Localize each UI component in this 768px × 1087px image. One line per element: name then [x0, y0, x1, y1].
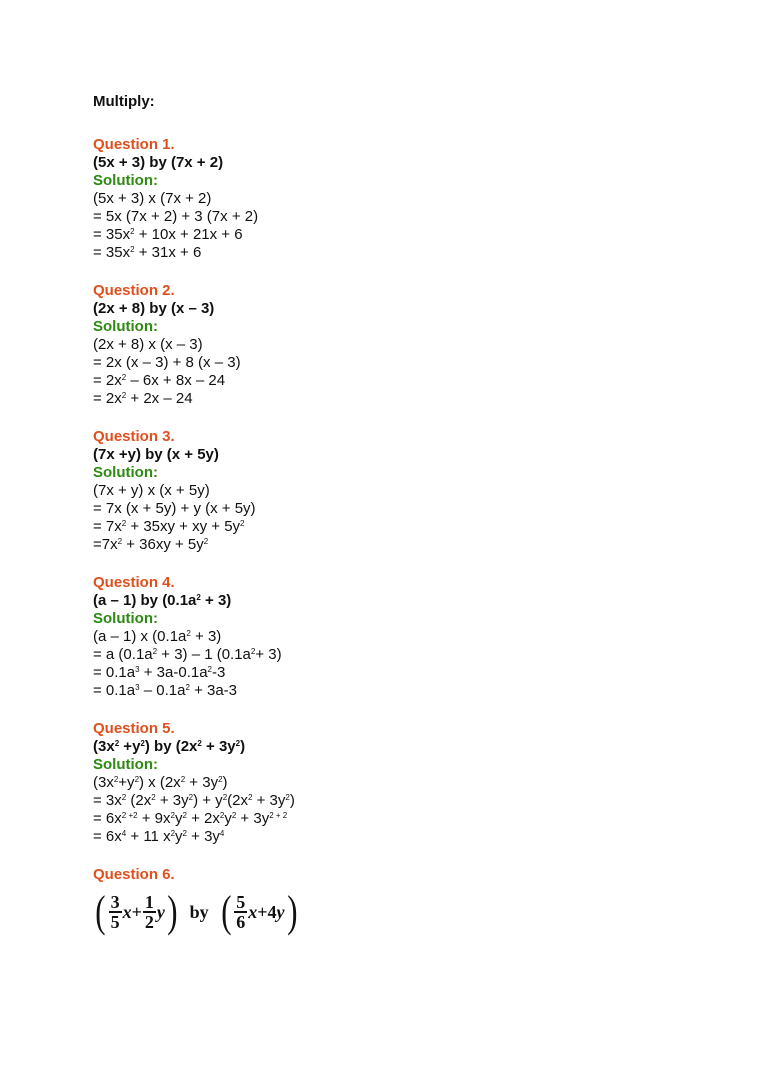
question-problem: (a – 1) by $(0.1a^2 + 3)$	[93, 592, 232, 609]
solution-step: = 2x (x – 3) + 8 (x – 3)	[93, 354, 241, 371]
page-heading: Multiply:	[93, 93, 155, 110]
question-title: Question 5.	[93, 720, 175, 737]
solution-step: = $2x^2 - 6x + 8x - 24$	[93, 372, 226, 389]
fraction-5-6: $\frac{5}{6}$	[236, 892, 246, 932]
solution-step: = $0.1a^3 + 3a-0.1a^2-3$	[93, 664, 226, 681]
question-title: Question 3.	[93, 428, 175, 445]
question-title: Question 2.	[93, 282, 175, 299]
question-5	[93, 720, 713, 846]
question-3	[93, 428, 713, 554]
question-title: Question 6.	[93, 866, 175, 883]
question-1	[93, 136, 713, 262]
solution-step: $=7x^2 + 36xy + 5y^2$	[93, 536, 209, 553]
questions-list	[93, 136, 713, 846]
solution-step: = $35x^2 + 10x + 21x + 6$	[93, 226, 243, 243]
question-problem: (2x + 8) by (x – 3)	[93, 300, 215, 317]
question-6-expression: ( $\frac{3}{5}$ x + $\frac{1}{2}$ y ) by ( $\frac{5}{6}$ x + 4 y )	[95, 887, 297, 936]
question-4	[93, 574, 713, 700]
solution-label: Solution:	[93, 464, 158, 481]
question-problem: $(3x^2 +y^2)$ by $(2x^2 + 3y^2)$	[93, 738, 246, 755]
question-problem: (7x +y) by (x + 5y)	[93, 446, 219, 463]
fraction-3-5: $\frac{3}{5}$	[110, 892, 120, 932]
solution-step: = a $(0.1a^2 + 3) - 1$ $(0.1a^2+ 3)$	[93, 646, 282, 663]
solution-step: = $0.1a^3 - 0.1a^2 + 3a-3$	[93, 682, 238, 699]
solution-step: = 7x (x + 5y) + y (x + 5y)	[93, 500, 256, 517]
document-page	[93, 92, 713, 954]
question-title: Question 4.	[93, 574, 175, 591]
solution-label: Solution:	[93, 172, 158, 189]
question-problem: (5x + 3) by (7x + 2)	[93, 154, 224, 171]
solution-step: = $2x^2 + 2x - 24$	[93, 390, 193, 407]
solution-step: = $35x^2 + 31x + 6$	[93, 244, 202, 261]
solution-step: (7x + y) x (x + 5y)	[93, 482, 210, 499]
solution-step: (2x + 8) x (x – 3)	[93, 336, 203, 353]
fraction-1-2: $\frac{1}{2}$	[144, 892, 154, 932]
question-title: Question 1.	[93, 136, 175, 153]
solution-step: (a – 1) x $(0.1a^2 + 3)$	[93, 628, 222, 645]
solution-step: = $7x^2 + 35xy$ + xy + $5y^2$	[93, 518, 245, 535]
question-2	[93, 282, 713, 408]
by-word: by	[189, 901, 209, 922]
solution-step: = $3x^2$ $(2x^2 + 3y^2) + y^2(2x^2 + 3y^2)$	[93, 792, 295, 809]
solution-step: (5x + 3) x (7x + 2)	[93, 190, 212, 207]
solution-label: Solution:	[93, 756, 158, 773]
solution-step: = $6x^4 + 11$ $x^2y^2 + 3y^4$	[93, 828, 225, 845]
solution-step: $(3x^2+y^2)$ x $(2x^2 + 3y^2)$	[93, 774, 228, 791]
solution-label: Solution:	[93, 318, 158, 335]
question-6	[93, 866, 713, 934]
solution-step: = 5x (7x + 2) + 3 (7x + 2)	[93, 208, 259, 225]
solution-step: = $6x^{2 +2} + 9x^2y^2 + 2x^2y^2 + 3y^{2 + 2}$	[93, 810, 288, 827]
solution-label: Solution:	[93, 610, 158, 627]
